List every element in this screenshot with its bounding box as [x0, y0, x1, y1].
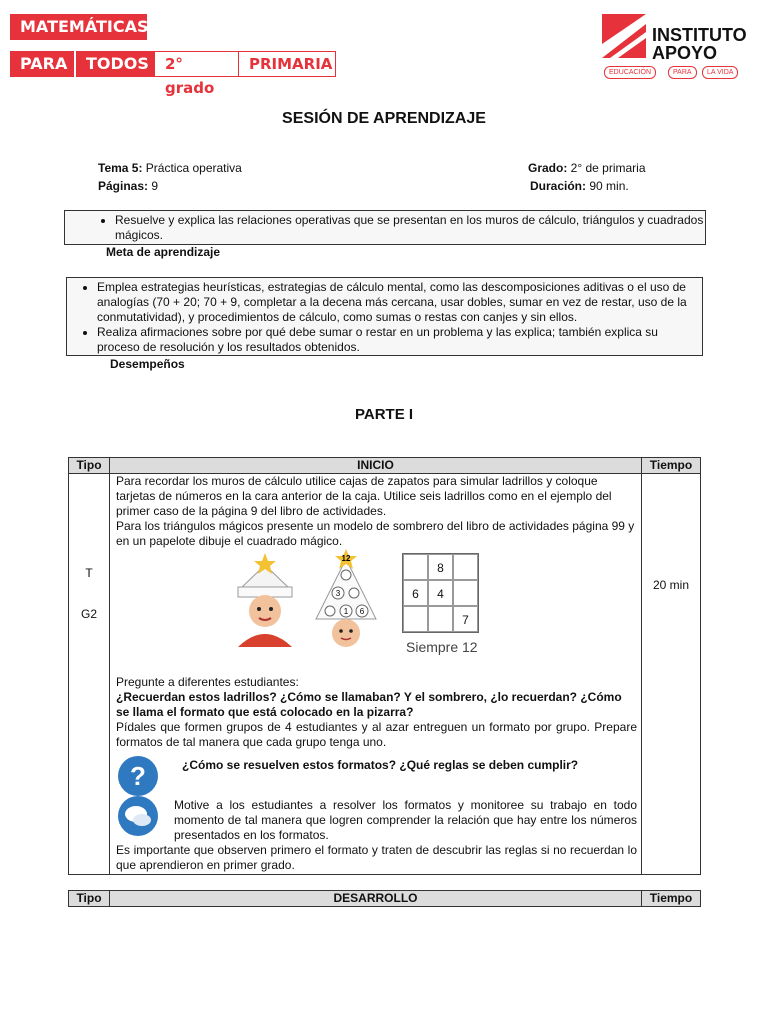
inicio-paragraph-5: Pídales que formen grupos de 4 estudiantes y al azar entreguen un formato por grupo. Prepare formatos de tal manera que cada grupo tenga uno.	[116, 720, 637, 749]
question-row	[116, 750, 637, 798]
inicio-paragraph-1: Para recordar los muros de cálculo utilice cajas de zapatos para simular ladrillos y coloque tarjetas de números en la cara anterior de la caja. Utilice seis ladrillos como en el ejemplo del primer caso de la página 9 del libro de actividades.	[116, 474, 612, 518]
magic-cell	[453, 554, 478, 580]
question-icon: ?	[118, 756, 158, 796]
meta-item: • Resuelve y explica las relaciones operativas que se presentan en los muros de cálculo, triángulos y cuadrados mágicos.	[115, 213, 705, 243]
star-number: 12	[341, 554, 351, 563]
motive-row	[116, 798, 637, 843]
duracion-line	[530, 179, 629, 193]
col-tiempo: Tiempo	[642, 891, 701, 907]
pill-para: PARA	[668, 66, 697, 79]
page-title: SESIÓN DE APRENDIZAJE	[282, 110, 486, 127]
tag-primaria: PRIMARIA	[238, 51, 336, 77]
magic-cell: 4	[428, 580, 453, 606]
paginas-line	[98, 179, 158, 193]
tag-para: PARA	[10, 51, 74, 77]
magic-cell: 8	[428, 554, 453, 580]
duracion-value: 90 min.	[586, 179, 629, 193]
meta-box	[64, 210, 706, 245]
desempenos-label: Desempeños	[110, 357, 185, 371]
duracion-label: Duración:	[530, 179, 587, 193]
pill-educacion: EDUCACIÓN	[604, 66, 656, 79]
hat-circle-1: 3	[335, 589, 341, 598]
illustration-area	[116, 549, 637, 675]
inicio-paragraph-6: Motive a los estudiantes a resolver los formatos y monitoree su trabajo en todo momento de tal manera que logren comprender la relación que hay entre los números presentados en los formatos.	[174, 798, 637, 842]
pill-vida: LA VIDA	[702, 66, 738, 79]
desarrollo-table	[68, 890, 701, 907]
magic-cell: 7	[453, 606, 478, 632]
tipo-cell	[69, 474, 110, 875]
col-tipo: Tipo	[69, 458, 110, 474]
tipo-g2: G2	[80, 607, 97, 621]
magic-square-grid	[402, 553, 479, 633]
inicio-content-cell	[110, 474, 642, 875]
tag-grado: 2° grado	[154, 51, 240, 77]
magic-cell	[453, 580, 478, 606]
grado-value: 2° de primaria	[567, 161, 646, 175]
meta-label: Meta de aprendizaje	[106, 245, 221, 259]
hat-circle-3: 6	[359, 607, 365, 616]
instituto-apoyo-logo-icon	[602, 14, 646, 58]
col-tiempo: Tiempo	[642, 458, 701, 474]
siempre-label: Siempre 12	[406, 639, 478, 655]
child-with-hat-illustration	[234, 551, 296, 647]
inicio-table	[68, 457, 701, 875]
inicio-paragraph-3: Pregunte a diferentes estudiantes:	[116, 675, 299, 689]
grado-label: Grado:	[528, 161, 568, 175]
tiempo-value: 20 min	[652, 578, 690, 592]
col-tipo: Tipo	[69, 891, 110, 907]
magic-cell	[403, 606, 428, 632]
tema-value: Práctica operativa	[142, 161, 242, 175]
magic-cell: 6	[403, 580, 428, 606]
desempeno-item-1: • Emplea estrategias heurísticas, estrategias de cálculo mental, como las descomposiciones aditivas o el uso de analogías (70 + 20; 70 + 9, completar a la decena más cercana, usar dobles, sumar en vez de restar, uso de la conmutatividad), y procedimientos de cálculo, como sumas o restas con canjes y sin ellos.	[97, 280, 702, 325]
speech-bubble-icon	[118, 796, 158, 836]
hat-circle-2: 1	[343, 607, 349, 616]
magic-cell	[428, 606, 453, 632]
inicio-questions: ¿Recuerdan estos ladrillos? ¿Cómo se llamaban? Y el sombrero, ¿lo recuerdan? ¿Cómo se llama el formato que está colocado en la pizarra?	[116, 690, 622, 719]
col-inicio: INICIO	[110, 458, 642, 474]
tiempo-cell	[642, 474, 701, 875]
tag-todos: TODOS	[76, 51, 154, 77]
child-magic-triangle-illustration	[310, 549, 382, 649]
logo-line1: INSTITUTO	[652, 25, 747, 45]
grado-line	[528, 161, 646, 175]
tag-matematicas: MATEMÁTICAS	[10, 14, 147, 40]
logo-line2: APOYO	[652, 43, 718, 63]
desempenos-box	[66, 277, 703, 356]
question-text: ¿Cómo se resuelven estos formatos? ¿Qué reglas se deben cumplir?	[182, 758, 579, 772]
magic-cell	[403, 554, 428, 580]
inicio-paragraph-2: Para los triángulos mágicos presente un modelo de sombrero del libro de actividades página 99 y en un papelote dibuje el cuadrado mágico.	[116, 519, 635, 548]
paginas-label: Páginas:	[98, 179, 149, 193]
parte-heading: PARTE I	[354, 406, 414, 423]
tema-label: Tema 5:	[98, 161, 143, 175]
tema-line	[98, 161, 242, 175]
tipo-t: T	[85, 566, 93, 580]
inicio-paragraph-7: Es importante que observen primero el formato y traten de descubrir las reglas si no recuerdan lo que aprendieron en primer grado.	[116, 843, 637, 872]
desempeno-item-2: • Realiza afirmaciones sobre por qué debe sumar o restar en un problema y las explica; también explica su proceso de resolución y los resultados obtenidos.	[97, 325, 702, 355]
paginas-value: 9	[148, 179, 159, 193]
col-desarrollo: DESARROLLO	[110, 891, 642, 907]
